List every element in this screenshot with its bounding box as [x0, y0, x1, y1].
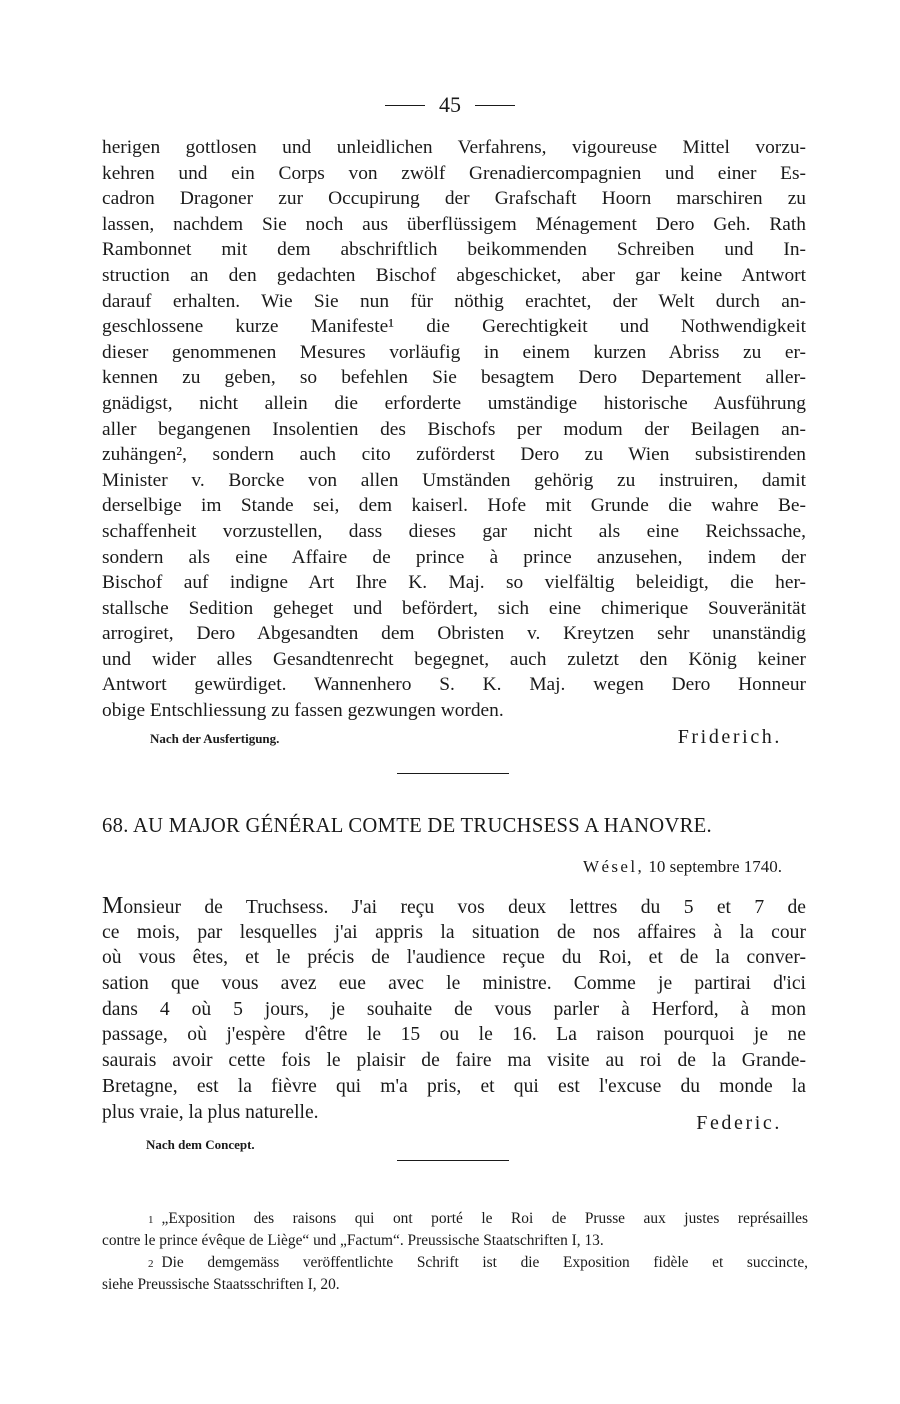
footnote-divider — [397, 1160, 509, 1161]
section-divider — [397, 773, 509, 774]
body-line: Antwort gewürdiget. Wannenhero S. K. Maj. wegen Dero Honneur — [102, 674, 806, 696]
body-line: stallsche Sedition geheget und befördert, sich eine chimerique Souveränität — [102, 597, 806, 619]
header-rule-left — [385, 105, 425, 106]
dateline — [583, 857, 782, 877]
letter-line: où vous êtes, et le précis de l'audience reçue du Roi, et de la conver- — [102, 947, 806, 969]
signature: Friderich. — [677, 726, 782, 748]
letter-68-body — [102, 894, 806, 1125]
initial-letter: M — [102, 893, 124, 919]
footnote-text: „Exposition des raisons qui ont porté le Roi de Prusse aux justes représailles — [161, 1210, 808, 1227]
body-line: obige Entschliessung zu fassen gezwungen worden. — [102, 700, 504, 722]
body-line: herigen gottlosen und unleidlichen Verfahrens, vigoureuse Mittel vorzu- — [102, 137, 806, 158]
body-line: zuhängen², sondern auch cito zuförderst Dero zu Wien subsistirenden — [102, 444, 806, 466]
body-line: kehren und ein Corps von zwölf Grenadiercompagnien und einer Es- — [102, 162, 806, 184]
page-header — [0, 90, 900, 120]
signature: Federic. — [696, 1112, 782, 1134]
footnote-mark: 2 — [148, 1258, 154, 1270]
body-line: derselbige im Stande sei, dem kaiserl. Hofe mit Grunde die wahre Be- — [102, 495, 806, 517]
body-line: kennen zu geben, so befehlen Sie besagtem Dero Departement aller- — [102, 367, 806, 389]
body-line: Minister v. Borcke von allen Umständen gehörig zu instruiren, damit — [102, 469, 806, 491]
source-note: Nach dem Concept. — [146, 1137, 255, 1152]
letter-line: sation que vous avez eue avec le ministre. Comme je partirai d'ici — [102, 973, 806, 995]
footnote-line — [102, 1208, 808, 1230]
body-line: geschlossene kurze Manifeste¹ die Gerechtigkeit und Nothwendigkeit — [102, 316, 806, 338]
body-line: Bischof auf indigne Art Ihre K. Maj. so vielfältig beleidigt, die her- — [102, 572, 806, 594]
body-line: dieser genommenen Mesures vorläufig in einem kurzen Abriss zu er- — [102, 341, 806, 363]
letter-line: Bretagne, est la fièvre qui m'a pris, et qui est l'excuse du monde la — [102, 1075, 806, 1097]
footnotes — [102, 1208, 808, 1296]
header-rule-right — [475, 105, 515, 106]
dateline-place: Wésel, — [583, 857, 645, 876]
body-line: sondern als eine Affaire de prince à prince anzusehen, indem der — [102, 546, 806, 568]
body-line: aller begangenen Insolentien des Bischofs per modum der Beilagen an- — [102, 418, 806, 440]
body-line: darauf erhalten. Wie Sie nun für nöthig erachtet, der Welt durch an- — [102, 290, 806, 312]
footnote-mark: 1 — [148, 1214, 154, 1226]
letter-67-body — [102, 135, 806, 724]
page-number: 45 — [439, 92, 461, 117]
body-line: und wider alles Gesandtenrecht begegnet, auch zuletzt den König keiner — [102, 648, 806, 670]
body-line: arrogiret, Dero Abgesandten dem Obristen v. Kreytzen sehr unanständig — [102, 623, 806, 645]
footnote-line: contre le prince évêque de Liège“ und „Factum“. Preussische Staatschriften I, 13. — [102, 1232, 604, 1249]
source-note: Nach der Ausfertigung. — [150, 731, 280, 746]
letter-first-line — [102, 894, 806, 920]
body-line: schaffenheit vorzustellen, dass dieses gar nicht als eine Reichssache, — [102, 520, 806, 542]
dateline-date: 10 septembre 1740. — [648, 857, 782, 876]
body-line: Rambonnet mit dem abschriftlich beikommenden Schreiben und In- — [102, 239, 806, 261]
body-line: lassen, nachdem Sie noch aus überflüssigem Ménagement Dero Geh. Rath — [102, 213, 806, 235]
footnote-line — [102, 1252, 808, 1274]
body-line: struction an den gedachten Bischof abgeschicket, aber gar keine Antwort — [102, 264, 806, 286]
letter-line: dans 4 où 5 jours, je souhaite de vous parler à Herford, à mon — [102, 998, 806, 1020]
footnote-text: Die demgemäss veröffentlichte Schrift ist die Exposition fidèle et succincte, — [161, 1254, 808, 1271]
letter-heading: 68. AU MAJOR GÉNÉRAL COMTE DE TRUCHSESS A HANOVRE. — [102, 815, 712, 837]
letter-first-line-text: onsieur de Truchsess. J'ai reçu vos deux lettres du 5 et 7 de — [123, 897, 806, 918]
letter-line: passage, où j'espère d'être le 15 ou le 16. La raison pourquoi je ne — [102, 1024, 806, 1046]
footnote-line: siehe Preussische Staatsschriften I, 20. — [102, 1276, 340, 1293]
closing-row-67 — [150, 726, 782, 749]
body-line: cadron Dragoner zur Occupirung der Grafschaft Hoorn marschiren zu — [102, 188, 806, 210]
body-line: gnädigst, nicht allein die erforderte umständige historische Ausführung — [102, 392, 806, 414]
letter-line: saurais avoir cette fois le plaisir de faire ma visite au roi de la Grande- — [102, 1050, 806, 1072]
letter-line: plus vraie, la plus naturelle. — [102, 1101, 319, 1123]
letter-line: ce mois, par lesquelles j'ai appris la situation de nos affaires à la cour — [102, 921, 806, 943]
